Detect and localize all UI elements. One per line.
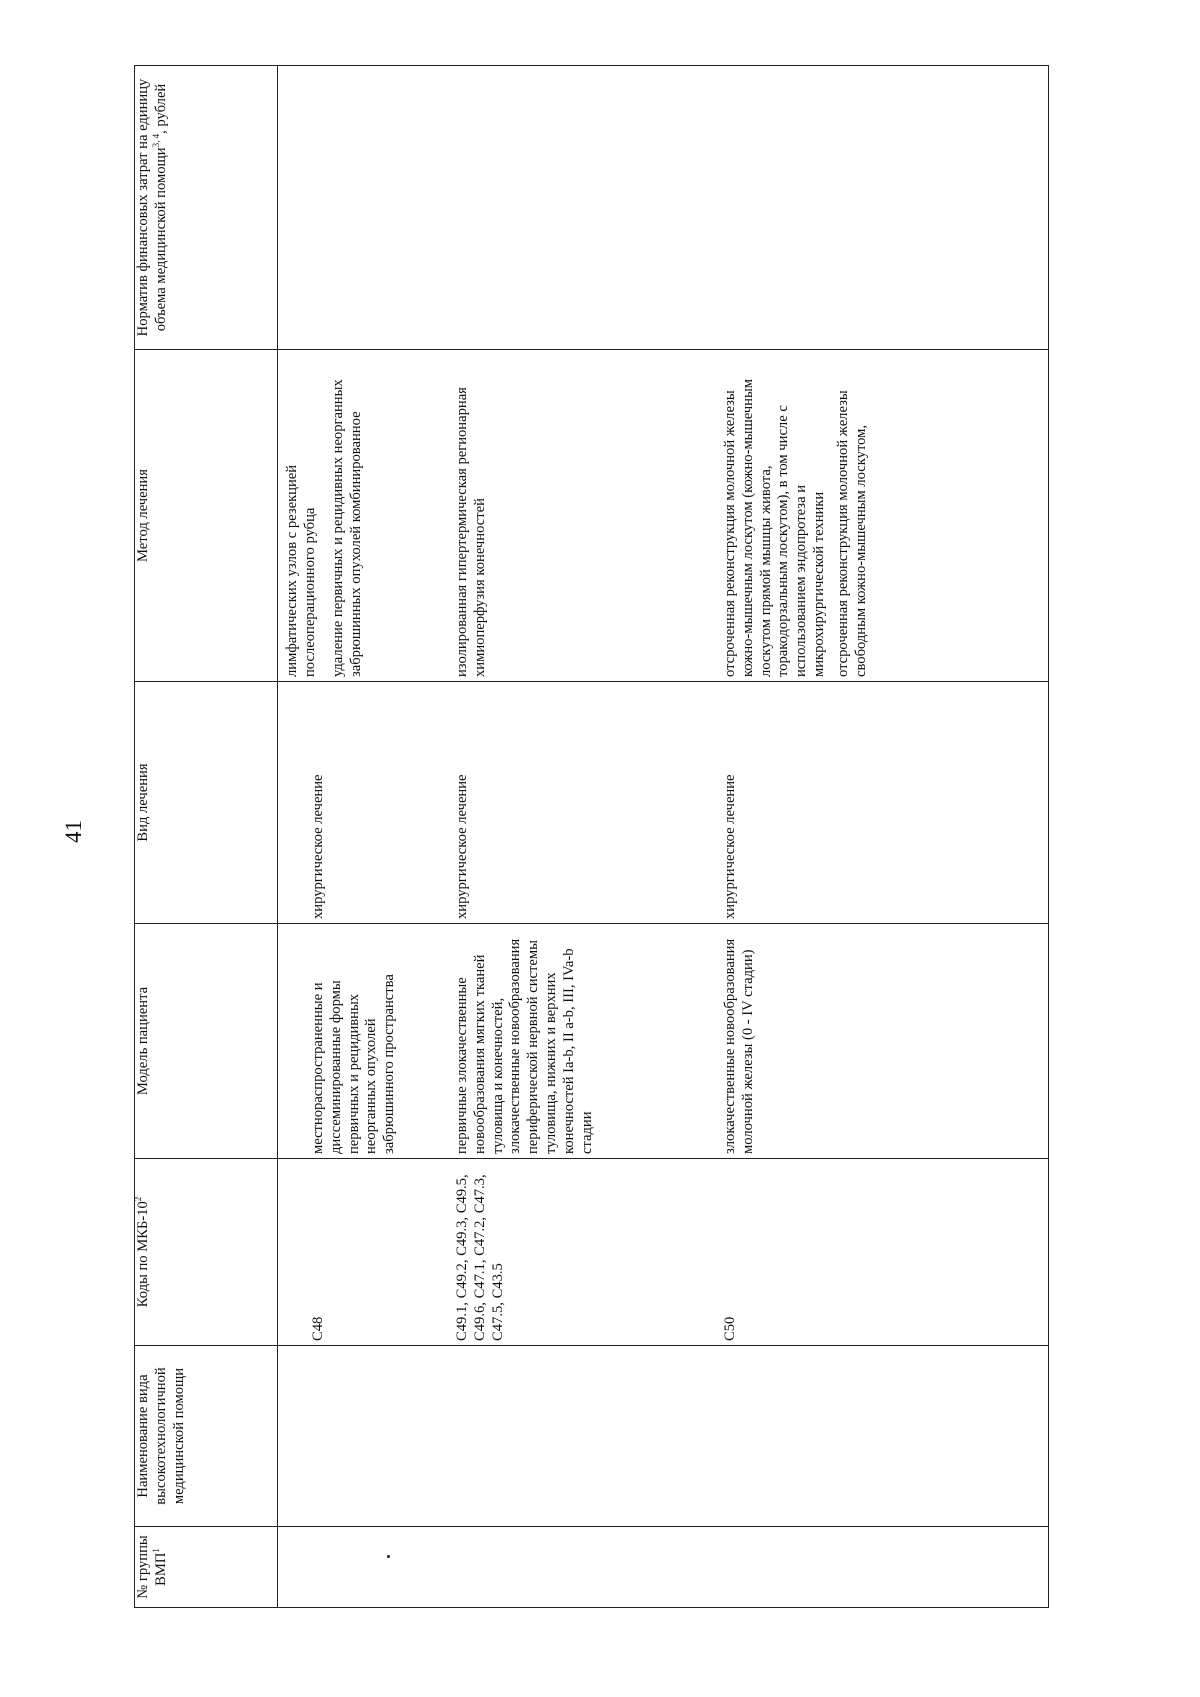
header-icd10-codes: Коды по МКБ-$10^2$ — [135, 1159, 278, 1346]
cell-treatment-type — [278, 682, 1049, 924]
table-header-row — [135, 66, 278, 1608]
method-row-3a: отсроченная реконструкция молочной железы кожно-мышечным лоскутом (кожно-мышечным лоскутом прямой мышцы живота, торакодорзальным лоскутом), в том числе с использованием эндопротеза и микрохирургической техники — [722, 378, 827, 677]
cell-icd10-codes — [278, 1159, 1049, 1346]
rotated-page-content — [134, 66, 1049, 1608]
cell-group-number — [278, 1527, 1049, 1608]
method-row-0: лимфатических узлов с резекцией послеоперационного рубца — [284, 464, 318, 677]
header-cost-standard: Норматив финансовых затрат на единицу объема медицинской помощи$^{3, 4}$, рублей — [135, 66, 278, 350]
type-row-2: хирургическое лечение — [454, 774, 470, 919]
header-patient-model: Модель пациента — [135, 924, 278, 1159]
method-row-3b: отсроченная реконструкция молочной железы свободным кожно-мышечным лоскутом, — [834, 390, 869, 677]
cell-cost-standard — [278, 66, 1049, 350]
model-row-0 — [284, 928, 304, 1154]
code-row-3: C50 — [722, 1316, 738, 1341]
header-group-number: № группы ВМП$^1$ — [135, 1527, 278, 1608]
table-row — [278, 66, 1049, 1608]
model-row-3: злокачественные новообразования молочной железы (0 - IV стадии) — [722, 938, 756, 1154]
type-row-1: хирургическое лечение — [310, 774, 326, 919]
code-row-0 — [284, 1163, 304, 1341]
method-row-1: удаление первичных и рецидивных неорганных забрюшинных опухолей комбинированное — [330, 379, 364, 677]
cell-patient-model — [278, 924, 1049, 1159]
page-number: 41 — [61, 820, 86, 843]
header-care-type-name: Наименование вида высокотехнологичной медицинской помощи — [135, 1346, 278, 1527]
type-row-0 — [284, 686, 304, 919]
model-row-1: местнораспространенные и диссеминированные формы первичных и рецидивных неорганных опухолей забрюшинного пространства — [310, 974, 398, 1154]
type-row-3: хирургическое лечение — [722, 774, 738, 919]
header-treatment-type: Вид лечения — [135, 682, 278, 924]
vmp-table — [134, 65, 1049, 1608]
code-row-2: C49.1, C49.2, C49.3, C49.5, C49.6, C47.1, C47.2, C47.3, C47.5, C43.5 — [454, 1174, 506, 1341]
method-row-2: изолированная гипертермическая регионарная химиоперфузия конечностей — [454, 387, 488, 677]
code-row-1: C48 — [310, 1316, 326, 1341]
model-row-2: первичные злокачественные новообразования мягких тканей туловища и конечностей, злокачественные новообразования периферической нервной системы туловища, нижних и верхних конечностей Ia-b, II a-b, III, IVa-b стадии — [454, 938, 595, 1154]
header-treatment-method: Метод лечения — [135, 350, 278, 682]
cell-treatment-method — [278, 350, 1049, 682]
cell-care-type-name — [278, 1346, 1049, 1527]
